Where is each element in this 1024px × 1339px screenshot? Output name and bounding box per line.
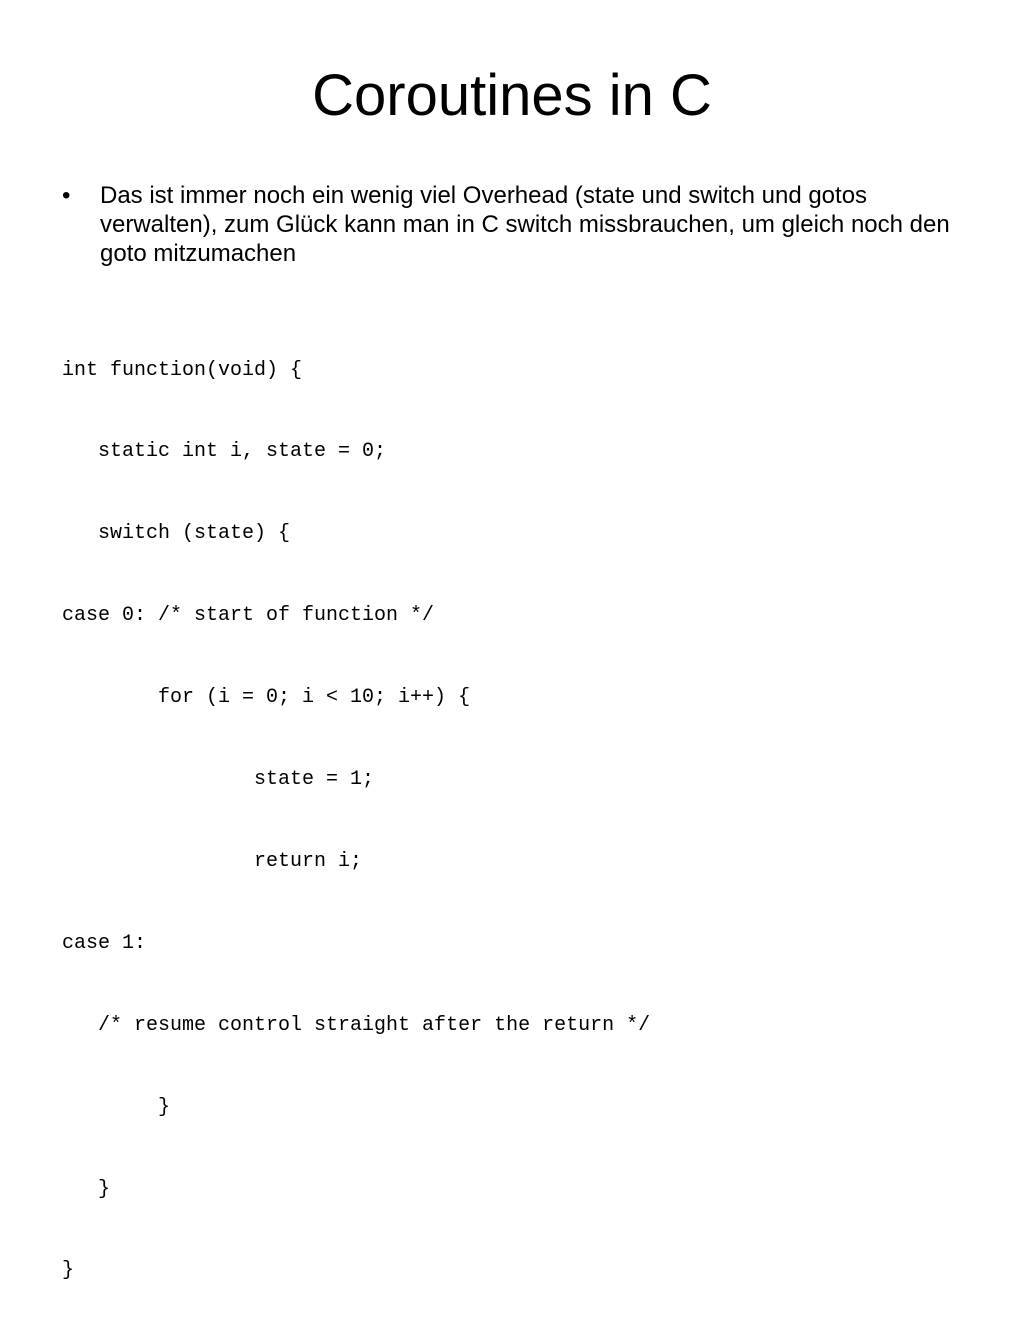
bullet-item: [62, 181, 962, 268]
bullet-marker-icon: •: [62, 182, 71, 209]
code-line: static int i, state = 0;: [62, 440, 387, 464]
code-line: state = 1;: [62, 768, 375, 792]
code-line: }: [62, 1095, 171, 1119]
code-line: }: [62, 1259, 75, 1283]
code-line: switch (state) {: [62, 522, 291, 546]
slide-title: Coroutines in C: [312, 63, 712, 128]
code-line: case 0: /* start of function */: [62, 604, 435, 628]
code-line: }: [62, 1177, 111, 1201]
bullet-list: [62, 181, 962, 268]
code-line: for (i = 0; i < 10; i++) {: [62, 686, 471, 710]
code-line: int function(void) {: [62, 358, 303, 382]
code-line: case 1:: [62, 931, 147, 955]
code-line: /* resume control straight after the return */: [62, 1013, 651, 1037]
code-line: return i;: [62, 849, 363, 873]
code-block: [62, 302, 650, 1339]
bullet-text: Das ist immer noch ein wenig viel Overhead (state und switch und gotos verwalten), zum Glück kann man in C switch missbrauchen, um gleich noch den goto mitzumachen: [100, 182, 950, 267]
